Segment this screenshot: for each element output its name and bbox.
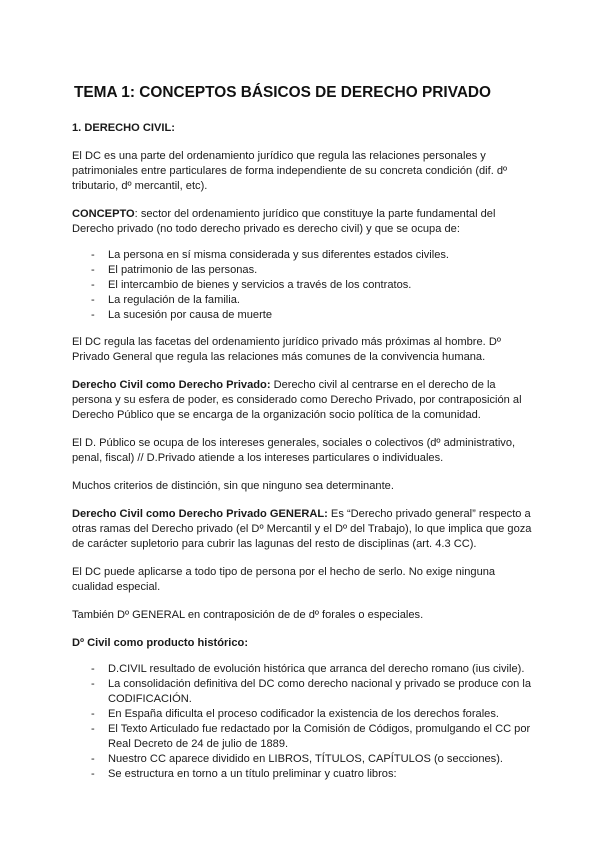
list-item: - Se estructura en torno a un título preliminar y cuatro libros: [72,767,532,782]
list-item: - La regulación de la familia. [72,293,532,308]
page-title: TEMA 1: CONCEPTOS BÁSICOS DE DERECHO PRIVADO [74,84,492,101]
list-item: - La sucesión por causa de muerte [72,308,532,323]
list-item: - D.CIVIL resultado de evolución histórica que arranca del derecho romano (ius civile). [72,662,532,677]
paragraph-dc-privado [72,378,532,423]
list-item: - Nuestro CC aparece dividido en LIBROS, TÍTULOS, CAPÍTULOS (o secciones). [72,752,532,767]
document-content [72,84,532,794]
dc-privado-label: Derecho Civil como Derecho Privado: [72,379,271,391]
paragraph-publico: El D. Público se ocupa de los intereses generales, sociales o colectivos (dº administrativo, penal, fiscal) // D.Privado atiende a los intereses particulares o individuales. [72,437,516,464]
concepto-text: : sector del ordenamiento jurídico que constituye la parte fundamental del Derecho privado (no todo derecho privado es derecho civil) y que se ocupa de: [72,208,496,235]
concepto-list [72,248,532,323]
list-item: - En España dificulta el proceso codificador la existencia de los derechos forales. [72,707,532,722]
dc-privado-text: Derecho civil al centrarse en el derecho de la persona y su esfera de poder, es considerado como Derecho Privado, por contraposición al Derecho Público que se encarga de la organización socio política de la comunidad. [72,379,522,421]
list-item: - La persona en sí misma considerada y sus diferentes estados civiles. [72,248,532,263]
list-item: - El intercambio de bienes y servicios a través de los contratos. [72,278,532,293]
list-item: - El patrimonio de las personas. [72,263,532,278]
section-heading-historico: Dº Civil como producto histórico: [72,637,249,649]
paragraph-definition: El DC es una parte del ordenamiento jurídico que regula las relaciones personales y patrimoniales entre particulares de forma independiente de su concreta condición (dif. dº tributario, dº mercantil, etc). [72,150,508,192]
list-item: - El Texto Articulado fue redactado por la Comisión de Códigos, promulgando el CC por Real Decreto de 24 de julio de 1889. [72,722,532,752]
historico-list [72,662,532,782]
paragraph-criterios: Muchos criterios de distinción, sin que ninguno sea determinante. [72,480,394,492]
concepto-label: CONCEPTO [72,208,135,220]
dc-general-text: Es “Derecho privado general” respecto a otras ramas del Derecho privado (el Dº Mercantil y el Dº del Trabajo), lo que implica que goza de carácter supletorio para cubrir las lagunas del resto de disciplinas (art. 4.3 CC). [72,508,532,550]
dc-general-label: Derecho Civil como Derecho Privado GENERAL: [72,508,328,520]
paragraph-dc-general [72,507,532,552]
paragraph-facetas: El DC regula las facetas del ordenamiento jurídico privado más próximas al hombre. Dº Privado General que regula las relaciones más comunes de la convivencia humana. [72,336,501,363]
section-heading-derecho-civil: 1. DERECHO CIVIL: [72,122,175,134]
paragraph-concepto [72,207,532,237]
list-item: - La consolidación definitiva del DC como derecho nacional y privado se produce con la CODIFICACIÓN. [72,677,532,707]
paragraph-tambien: También Dº GENERAL en contraposición de de dº forales o especiales. [72,609,424,621]
paragraph-aplicarse: El DC puede aplicarse a todo tipo de persona por el hecho de serlo. No exige ninguna cualidad especial. [72,566,496,593]
